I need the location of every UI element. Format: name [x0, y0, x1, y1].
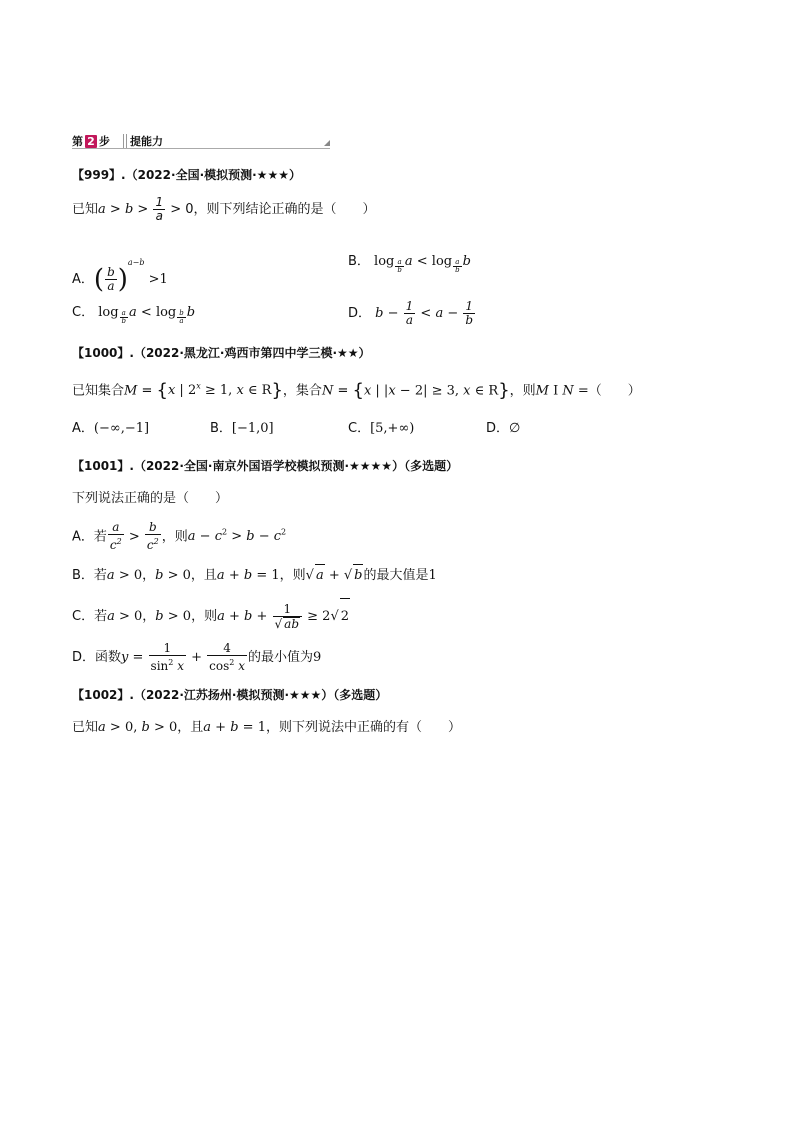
- step-label: 第 2 步: [72, 135, 110, 148]
- question-1001-option-d[interactable]: D．函数y = $\frac{1}{\sin^2 x}$ + $\frac{4}{\cos^2 x}$ 的最小值为9: [72, 641, 322, 673]
- question-1002-stem: 已知a > 0, b > 0，且a + b = 1，则下列说法中正确的有（ ）: [72, 720, 461, 735]
- corner-triangle-icon: [324, 140, 330, 146]
- question-999-option-d[interactable]: D． b − $\frac{1}{a}$ < a − $\frac{1}{b}$: [348, 299, 474, 327]
- question-999-header: 【999】.（2022·全国·模拟预测·★★★）: [72, 168, 301, 182]
- question-1000-option-d[interactable]: D．∅: [486, 421, 521, 436]
- step-number-badge: 2: [85, 135, 97, 148]
- question-999-option-c[interactable]: C． log $_{\frac{a}{b}}$ a < log $_{\frac{b}{a}}$ b: [72, 305, 196, 326]
- question-999-stem: 已知a > b > $\frac{1}{a}$ > 0，则下列结论正确的是（ ）: [72, 195, 376, 223]
- question-1001-option-c[interactable]: C．若a > 0，b > 0，则a + b + $\frac{1}{√ ab}$ ≥ 2√ 2: [72, 598, 350, 635]
- section-banner: [72, 134, 330, 150]
- question-1000-stem: 已知集合M = {x | $2^x \ge 1$, x ∈ R}，集合N = {x | |x − 2| ≥ 3, x ∈ R}，则M Ⅰ N =（ ）: [72, 379, 641, 401]
- question-1002-header: 【1002】.（2022·江苏扬州·模拟预测·★★★）（多选题）: [72, 688, 388, 702]
- question-1000-option-a[interactable]: A．(−∞,−1]: [72, 421, 150, 436]
- question-1000-option-c[interactable]: C．[5,+∞): [348, 421, 415, 436]
- question-1001-header: 【1001】.（2022·全国·南京外国语学校模拟预测·★★★★）（多选题）: [72, 459, 459, 473]
- question-999-option-a[interactable]: A．( $\frac{b}{a}$ )$^{a-b}$ >1: [72, 258, 168, 295]
- question-1001-option-a[interactable]: A．若 $\frac{a}{c^2}$ > $\frac{b}{c^2}$ ，则$a - c^2 > b - c^2$: [72, 520, 287, 553]
- question-1001-stem: 下列说法正确的是（ ）: [72, 491, 229, 506]
- question-1000-header: 【1000】.（2022·黑龙江·鸡西市第四中学三模·★★）: [72, 346, 371, 360]
- question-1001-option-b[interactable]: B．若a > 0，b > 0，且a + b = 1，则√ a + √ b的最大值是1: [72, 564, 437, 587]
- question-1000-option-b[interactable]: B．[−1,0]: [210, 421, 274, 436]
- section-title: 提能力: [130, 135, 163, 148]
- question-999-option-b[interactable]: B． log $_{\frac{a}{b}}$ a < log $_{\frac{a}{b}}$ b: [348, 254, 471, 275]
